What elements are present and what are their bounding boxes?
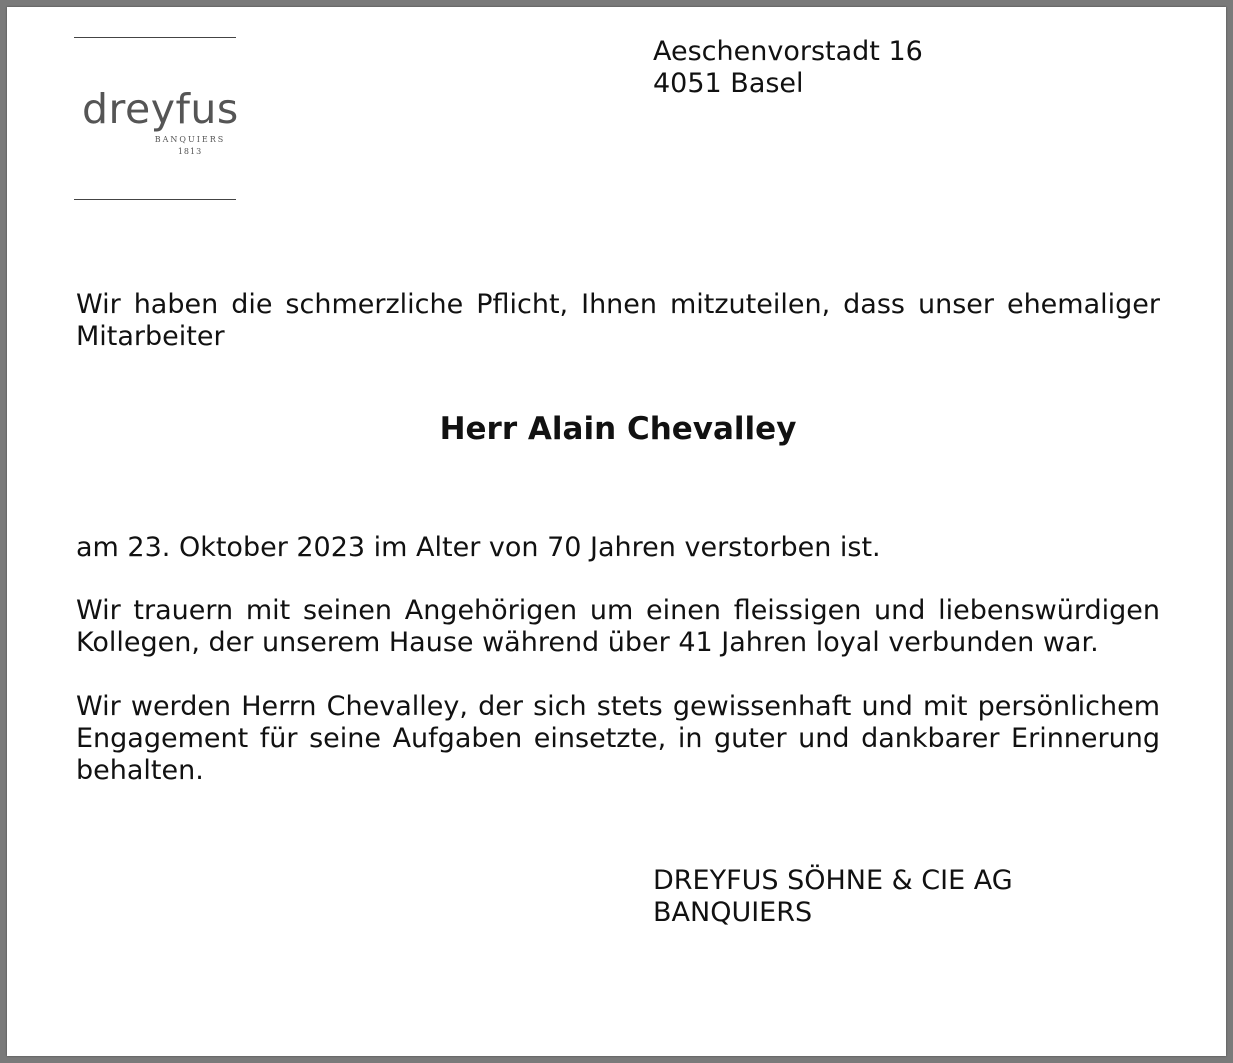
mourning-paragraph: Wir trauern mit seinen Angehörigen um einen fleissigen und liebenswürdigen Kollegen, der unserem Hause während über 41 Jahren loyal verbunden war.	[76, 595, 1160, 658]
logo-top-rule	[74, 37, 236, 38]
obituary-page	[7, 7, 1226, 1056]
address-street: Aeschenvorstadt 16	[653, 36, 923, 67]
logo-year: 1813	[177, 147, 203, 156]
signature-block	[653, 865, 1013, 929]
death-notice-paragraph: am 23. Oktober 2023 im Alter von 70 Jahren verstorben ist.	[76, 532, 881, 563]
address-city: 4051 Basel	[653, 68, 804, 99]
sender-address	[653, 36, 923, 100]
logo-bottom-rule	[74, 199, 236, 200]
deceased-name: Herr Alain Chevalley	[439, 411, 797, 447]
logo-wordmark: dreyfus	[82, 85, 239, 133]
company-logo	[74, 37, 239, 200]
signature-company: DREYFUS SÖHNE & CIE AG	[653, 865, 1013, 896]
logo-tagline: BANQUIERS	[154, 135, 226, 144]
remembrance-paragraph: Wir werden Herrn Chevalley, der sich stets gewissenhaft und mit persönlichem Engagement für seine Aufgaben einsetzte, in guter und dankbarer Erinnerung behalten.	[76, 691, 1160, 786]
signature-title: BANQUIERS	[653, 897, 813, 928]
intro-paragraph: Wir haben die schmerzliche Pflicht, Ihnen mitzuteilen, dass unser ehemaliger Mitarbeiter	[76, 289, 1160, 352]
